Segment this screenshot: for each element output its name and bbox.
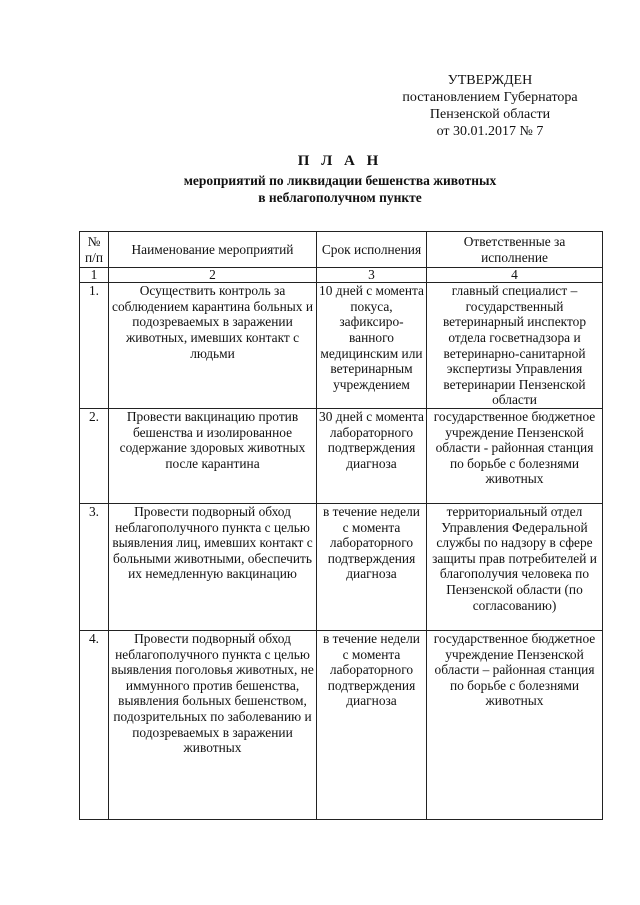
row-number: 3. <box>80 503 109 630</box>
title-subject: мероприятий по ликвидации бешенства животных <box>183 173 497 188</box>
row-responsible: территориальный отдел Управления Федеральной службы по надзору в сфере защиты прав потребителей и благополучия человека по Пензенской области (по согласованию) <box>427 503 603 630</box>
title-location: в неблагополучном пункте <box>258 190 422 205</box>
row-activity: Осуществить контроль за соблюдением карантина больных и подозреваемых в заражении животных, имевших контакт с людьми <box>109 283 317 409</box>
approval-authority: постановлением Губернатора <box>402 90 578 105</box>
table-header-row <box>80 232 603 268</box>
table-row <box>80 503 603 630</box>
row-number: 1. <box>80 283 109 409</box>
document-title <box>140 152 540 206</box>
column-number: 3 <box>317 268 427 283</box>
column-number: 1 <box>80 268 109 283</box>
approval-block <box>380 72 600 140</box>
row-deadline: 10 дней с момента покуса, зафиксиро-ванного медицинским или ветеринарным учреждением <box>317 283 427 409</box>
row-deadline: в течение недели с момента лабораторного подтверждения диагноза <box>317 630 427 819</box>
column-number: 2 <box>109 268 317 283</box>
header-deadline: Срок исполнения <box>317 232 427 268</box>
row-activity: Провести подворный обход неблагополучного пункта с целью выявления лиц, имевших контакт с больными животными, обеспечить их немедленную вакцинацию <box>109 503 317 630</box>
row-responsible: государственное бюджетное учреждение Пензенской области - районная станция по борьбе с болезнями животных <box>427 408 603 503</box>
table-row <box>80 408 603 503</box>
row-responsible: государственное бюджетное учреждение Пензенской области – районная станция по борьбе с болезнями животных <box>427 630 603 819</box>
row-number: 2. <box>80 408 109 503</box>
row-activity: Провести вакцинацию против бешенства и изолированное содержание здоровых животных после карантина <box>109 408 317 503</box>
approval-date-number: от 30.01.2017 № 7 <box>436 124 544 139</box>
approval-status: УТВЕРЖДЕН <box>447 73 533 88</box>
header-num: № п/п <box>80 232 109 268</box>
table-row <box>80 283 603 409</box>
table-row <box>80 630 603 819</box>
row-responsible: главный специалист – государственный ветеринарный инспектор отдела госветнадзора и ветеринарно-санитарной экспертизы Управления ветеринарии Пензенской области <box>427 283 603 409</box>
row-number: 4. <box>80 630 109 819</box>
header-name: Наименование мероприятий <box>109 232 317 268</box>
column-number-row <box>80 268 603 283</box>
row-deadline: 30 дней с момента лабораторного подтверждения диагноза <box>317 408 427 503</box>
column-number: 4 <box>427 268 603 283</box>
plan-table <box>79 231 603 820</box>
row-activity: Провести подворный обход неблагополучного пункта с целью выявления поголовья животных, не иммунного против бешенства, выявления больных бешенством, подозрительных по заболеванию и подозреваемых в заражении животных <box>109 630 317 819</box>
header-responsible: Ответственные за исполнение <box>427 232 603 268</box>
approval-region: Пензенской области <box>429 107 551 122</box>
title-plan: П Л А Н <box>297 153 383 169</box>
row-deadline: в течение недели с момента лабораторного подтверждения диагноза <box>317 503 427 630</box>
